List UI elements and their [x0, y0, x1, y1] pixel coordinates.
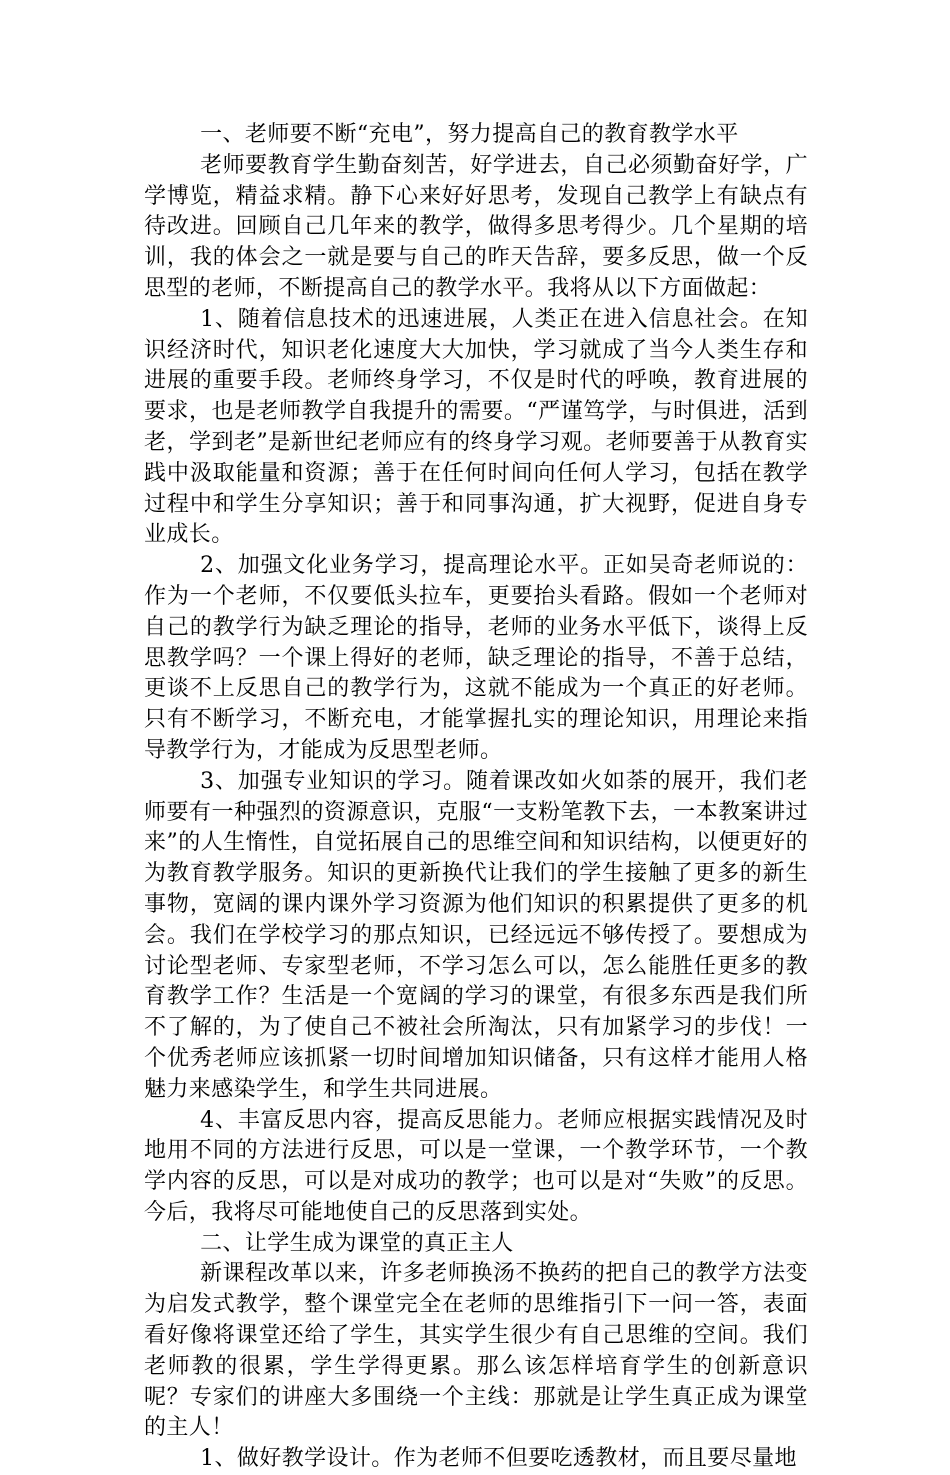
document-body	[144, 120, 808, 1475]
paragraph-point-1: 1、随着信息技术的迅速进展，人类正在进入信息社会。在知识经济时代，知识老化速度大大加快，学习就成了当今人类生存和进展的重要手段。老师终身学习，不仅是时代的呼唤，教育进展的要求，也是老师教学自我提升的需要。“严谨笃学，与时俱进，活到老，学到老”是新世纪老师应有的终身学习观。老师要善于从教育实践中汲取能量和资源；善于在任何时间向任何人学习，包括在教学过程中和学生分享知识；善于和同事沟通，扩大视野，促进自身专业成长。	[144, 306, 808, 548]
paragraph-section-2-intro: 新课程改革以来，许多老师换汤不换药的把自己的教学方法变为启发式教学，整个课堂完全在老师的思维指引下一问一答，表面看好像将课堂还给了学生，其实学生很少有自己思维的空间。我们老师教的很累，学生学得更累。那么该怎样培育学生的创新意识呢？专家们的讲座大多围绕一个主线：那就是让学生真正成为课堂的主人！	[144, 1261, 808, 1441]
paragraph-point-3: 3、加强专业知识的学习。随着课改如火如荼的展开，我们老师要有一种强烈的资源意识，克服“一支粉笔教下去，一本教案讲过来”的人生惰性，自觉拓展自己的思维空间和知识结构，以便更好的为教育教学服务。知识的更新换代让我们的学生接触了更多的新生事物，宽阔的课内课外学习资源为他们知识的积累提供了更多的机会。我们在学校学习的那点知识，已经远远不够传授了。要想成为讨论型老师、专家型老师，不学习怎么可以，怎么能胜任更多的教育教学工作？生活是一个宽阔的学习的课堂，有很多东西是我们所不了解的，为了使自己不被社会所淘汰，只有加紧学习的步伐！一个优秀老师应该抓紧一切时间增加知识储备，只有这样才能用人格魅力来感染学生，和学生共同进展。	[144, 768, 808, 1102]
section-heading-2: 二、让学生成为课堂的真正主人	[200, 1230, 514, 1256]
paragraph-point-2: 2、加强文化业务学习，提高理论水平。正如吴奇老师说的：作为一个老师，不仅要低头拉车，更要抬头看路。假如一个老师对自己的教学行为缺乏理论的指导，老师的业务水平低下，谈得上反思教学吗？一个课上得好的老师，缺乏理论的指导，不善于总结，更谈不上反思自己的教学行为，这就不能成为一个真正的好老师。只有不断学习，不断充电，才能掌握扎实的理论知识，用理论来指导教学行为，才能成为反思型老师。	[144, 553, 808, 763]
paragraph-section-2-point-1: 1、做好教学设计。作为老师不但要吃透教材，而且要尽量地	[200, 1446, 797, 1472]
section-heading-1: 一、老师要不断“充电”，努力提高自己的教育教学水平	[200, 122, 739, 147]
paragraph-point-4: 4、丰富反思内容，提高反思能力。老师应根据实践情况及时地用不同的方法进行反思，可以是一堂课，一个教学环节，一个教学内容的反思，可以是对成功的教学；也可以是对“失败”的反思。今后，我将尽可能地使自己的反思落到实处。	[144, 1107, 808, 1225]
paragraph-intro: 老师要教育学生勤奋刻苦，好学进去，自己必须勤奋好学，广学博览，精益求精。静下心来好好思考，发现自己教学上有缺点有待改进。回顾自己几年来的教学，做得多思考得少。几个星期的培训，我的体会之一就是要与自己的昨天告辞，要多反思，做一个反思型的老师，不断提高自己的教学水平。我将从以下方面做起：	[144, 152, 808, 301]
